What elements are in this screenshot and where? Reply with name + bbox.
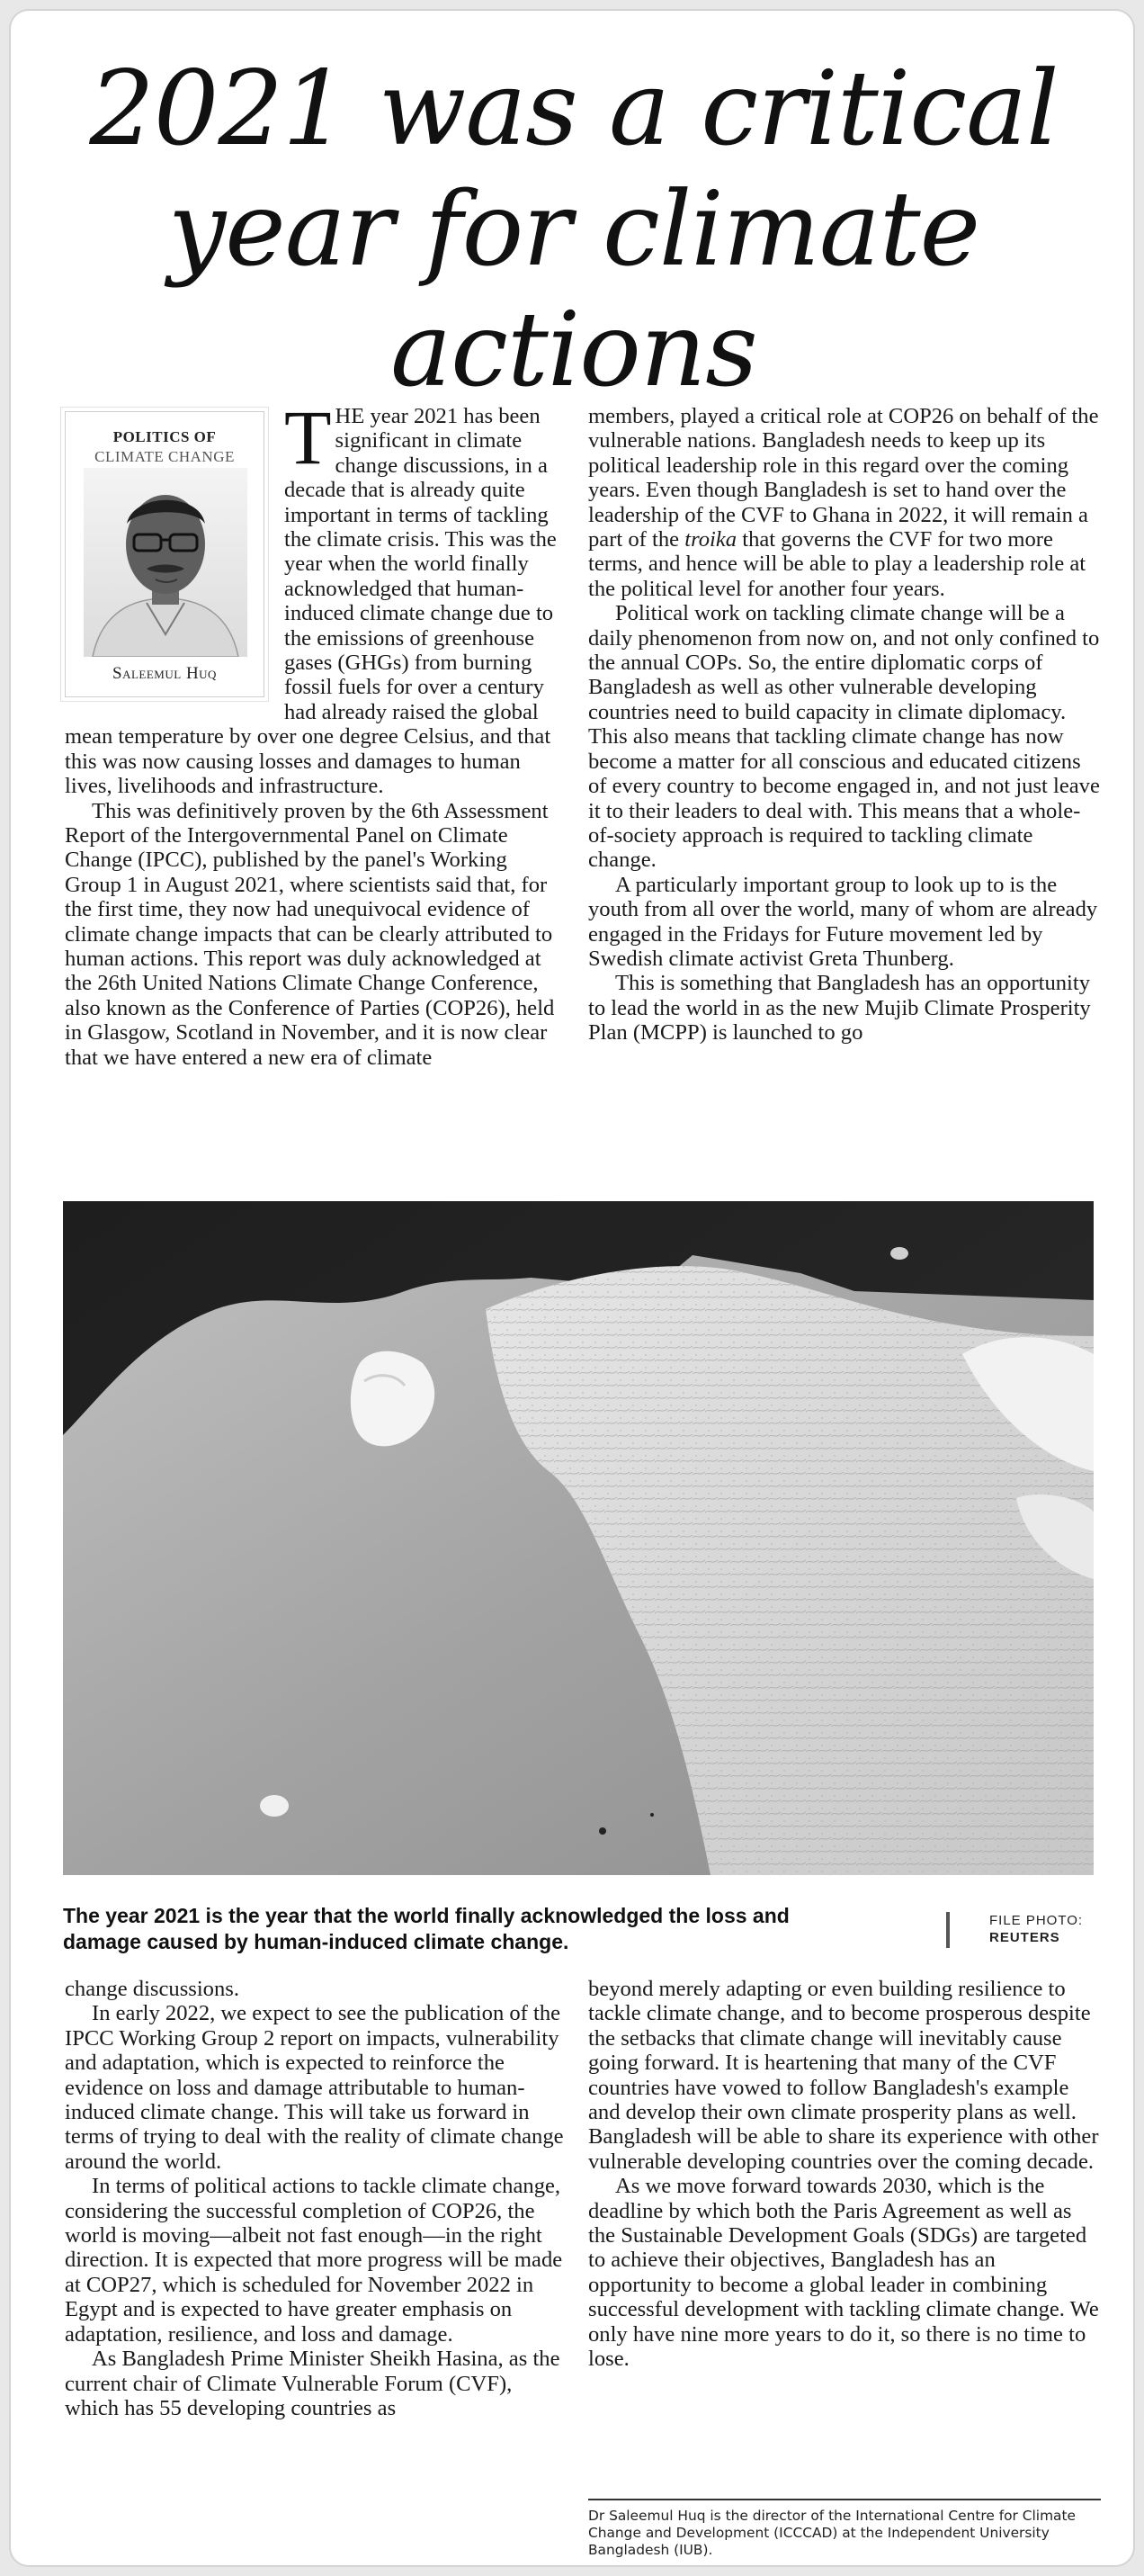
paragraph-text: that governs the CVF for two more terms, and hence will be able to play a leadership role at the political level for another four years. (588, 527, 1086, 601)
author-name: Saleemul Huq (112, 663, 217, 683)
paragraph-text: members, played a critical role at COP26 on behalf of the vulnerable nations. Bangladesh needs to keep up its political leadership role in this regard over the coming years. Even though Bangladesh is set to hand over the leadership of the CVF to Ghana in 2022, it will remain a part of the (588, 404, 1099, 552)
glacier-photo (63, 1201, 1094, 1875)
column-kicker: POLITICS OF (112, 428, 217, 445)
italic-term: troika (684, 527, 737, 552)
author-portrait (84, 468, 247, 657)
photo-credit-label: FILE PHOTO: (989, 1913, 1084, 1928)
photo-credit (989, 1912, 1124, 1946)
drop-cap: T (284, 394, 332, 480)
paragraph: Political work on tackling climate change will be a daily phenomenon from now on, and not only confined to the annual COPs. So, the entire diplomatic corps of Bangladesh as well as other vulnerable developing countries need to build capacity in climate diplomacy. This also means that tackling climate change has now become a matter for all conscious and educated citizens of every country to become engaged in, and not just leave it to their leaders to deal with. This means that a whole-of-society approach is required to tackling climate change. (588, 601, 1100, 873)
headline: 2021 was a critical year for climate actions (89, 49, 1059, 409)
paragraph: beyond merely adapting or even building resilience to tackle climate change, and to become prosperous despite the setbacks that climate change will inevitably cause going forward. It is heartening that many of the CVF countries have vowed to follow Bangladesh's example and develop their own climate prosperity plans as well. Bangladesh will be able to share its experience with other vulnerable developing countries over the coming decade. (588, 1977, 1099, 2174)
paragraph: HE year 2021 has been significant in climate change discussions, in a decade that is already quite important in terms of tackling the climate crisis. This was the year when the world finally acknowledged that human-induced climate change due to the emissions of greenhouse gases (GHGs) from burning fossil fuels for over a century had already raised the global mean temperature by over one degree Celsius, and that this was now causing losses and damages to human lives, livelihoods and infrastructure. (65, 404, 557, 799)
column-upper-left (65, 394, 568, 1070)
paragraph: In early 2022, we expect to see the publication of the IPCC Working Group 2 report on impacts, vulnerability and adaptation, which is expected to reinforce the evidence on loss and damage attributable to human-induced climate change. This will take us forward in terms of trying to deal with the reality of climate change around the world. (65, 2001, 564, 2174)
paragraph: This was definitively proven by the 6th Assessment Report of the Intergovernmental Panel on Climate Change (IPCC), published by the panel's Working Group 1 in August 2021, where scientists said that, for the first time, they now had unequivocal evidence of climate change impacts that can be clearly attributed to human actions. This report was duly acknowledged at the 26th United Nations Climate Change Conference, also known as the Conference of Parties (COP26), held in Glasgow, Scotland in November, and it is now clear that we have entered a new era of climate (65, 798, 555, 1070)
column-upper-right (588, 404, 1101, 1046)
paragraph (588, 404, 1101, 601)
paragraph: As Bangladesh Prime Minister Sheikh Hasina, as the current chair of Climate Vulnerable Forum (CVF), which has 55 developing countries as (65, 2347, 560, 2420)
column-lower-right (588, 1977, 1101, 2372)
bio-divider (588, 2499, 1101, 2500)
photo-caption: The year 2021 is the year that the world finally acknowledged the loss and damage caused by human-induced climate change. (63, 1904, 790, 1953)
article-page (9, 9, 1135, 2567)
paragraph: As we move forward towards 2030, which is the deadline by which both the Paris Agreement as well as the Sustainable Development Goals (SDGs) are targeted to achieve their objectives, Bangladesh has an opportunity to become a global leader in combining successful development with tackling climate change. We only have nine more years to do it, so there is no time to lose. (588, 2174, 1099, 2372)
paragraph: A particularly important group to look up to is the youth from all over the world, many of whom are already engaged in the Fridays for Future movement led by Swedish climate activist Greta Thunberg. (588, 872, 1098, 971)
photo-credit-source: REUTERS (989, 1930, 1060, 1945)
column-lower-left (65, 1977, 568, 2420)
author-bio: Dr Saleemul Huq is the director of the International Centre for Climate Change and Development (ICCCAD) at the Independent University Bangladesh (IUB). (588, 2508, 1076, 2558)
credit-divider (946, 1912, 950, 1948)
byline-box (65, 411, 264, 697)
column-kicker-sub: CLIMATE CHANGE (94, 448, 235, 465)
paragraph: change discussions. (65, 1977, 239, 2001)
paragraph: In terms of political actions to tackle climate change, considering the successful completion of COP26, the world is moving—albeit not fast enough—in the right direction. It is expected that more progress will be made at COP27, which is scheduled for November 2022 in Egypt and is expected to have greater emphasis on adaptation, resilience, and loss and damage. (65, 2174, 563, 2347)
paragraph: This is something that Bangladesh has an opportunity to lead the world in as the new Mujib Climate Prosperity Plan (MCPP) is launched to go (588, 971, 1091, 1046)
